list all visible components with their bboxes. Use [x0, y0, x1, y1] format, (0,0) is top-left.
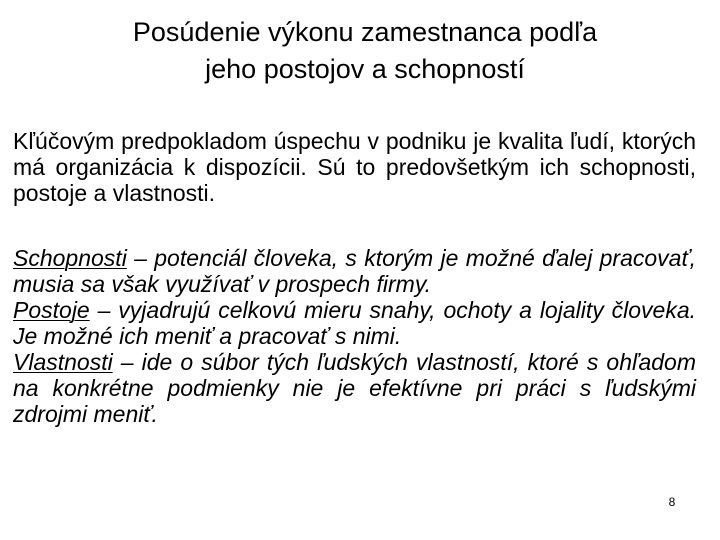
title-line-2: jeho postojov a schopností [205, 54, 525, 84]
definition-schopnosti [13, 245, 696, 297]
definition-term: Postoje [13, 297, 90, 323]
definition-postoje [13, 297, 696, 349]
definition-term: Schopnosti [13, 245, 127, 271]
title-line-1: Posúdenie výkonu zamestnanca podľa [132, 17, 598, 47]
slide-title [20, 14, 710, 88]
definition-text: – ide o súbor tých ľudských vlastností, ktoré s ohľadom na konkrétne podmienky nie je efektívne pri práci s ľudskými zdrojmi meniť. [13, 349, 696, 427]
intro-paragraph: Kľúčovým predpokladom úspechu v podniku je kvalita ľudí, ktorých má organizácia k dispozícii. Sú to predovšetkým ich schopnosti, postoje a vlastnosti. [13, 128, 696, 206]
definition-term: Vlastnosti [13, 349, 113, 375]
definition-vlastnosti [13, 349, 696, 427]
definition-text: – potenciál človeka, s ktorým je možné ďalej pracovať, musia sa však využívať v prospech firmy. [13, 245, 696, 297]
definition-text: – vyjadrujú celkovú mieru snahy, ochoty a lojality človeka. Je možné ich meniť a pracovať s nimi. [13, 297, 696, 349]
definitions-list [13, 245, 696, 427]
page-number: 8 [668, 495, 676, 509]
